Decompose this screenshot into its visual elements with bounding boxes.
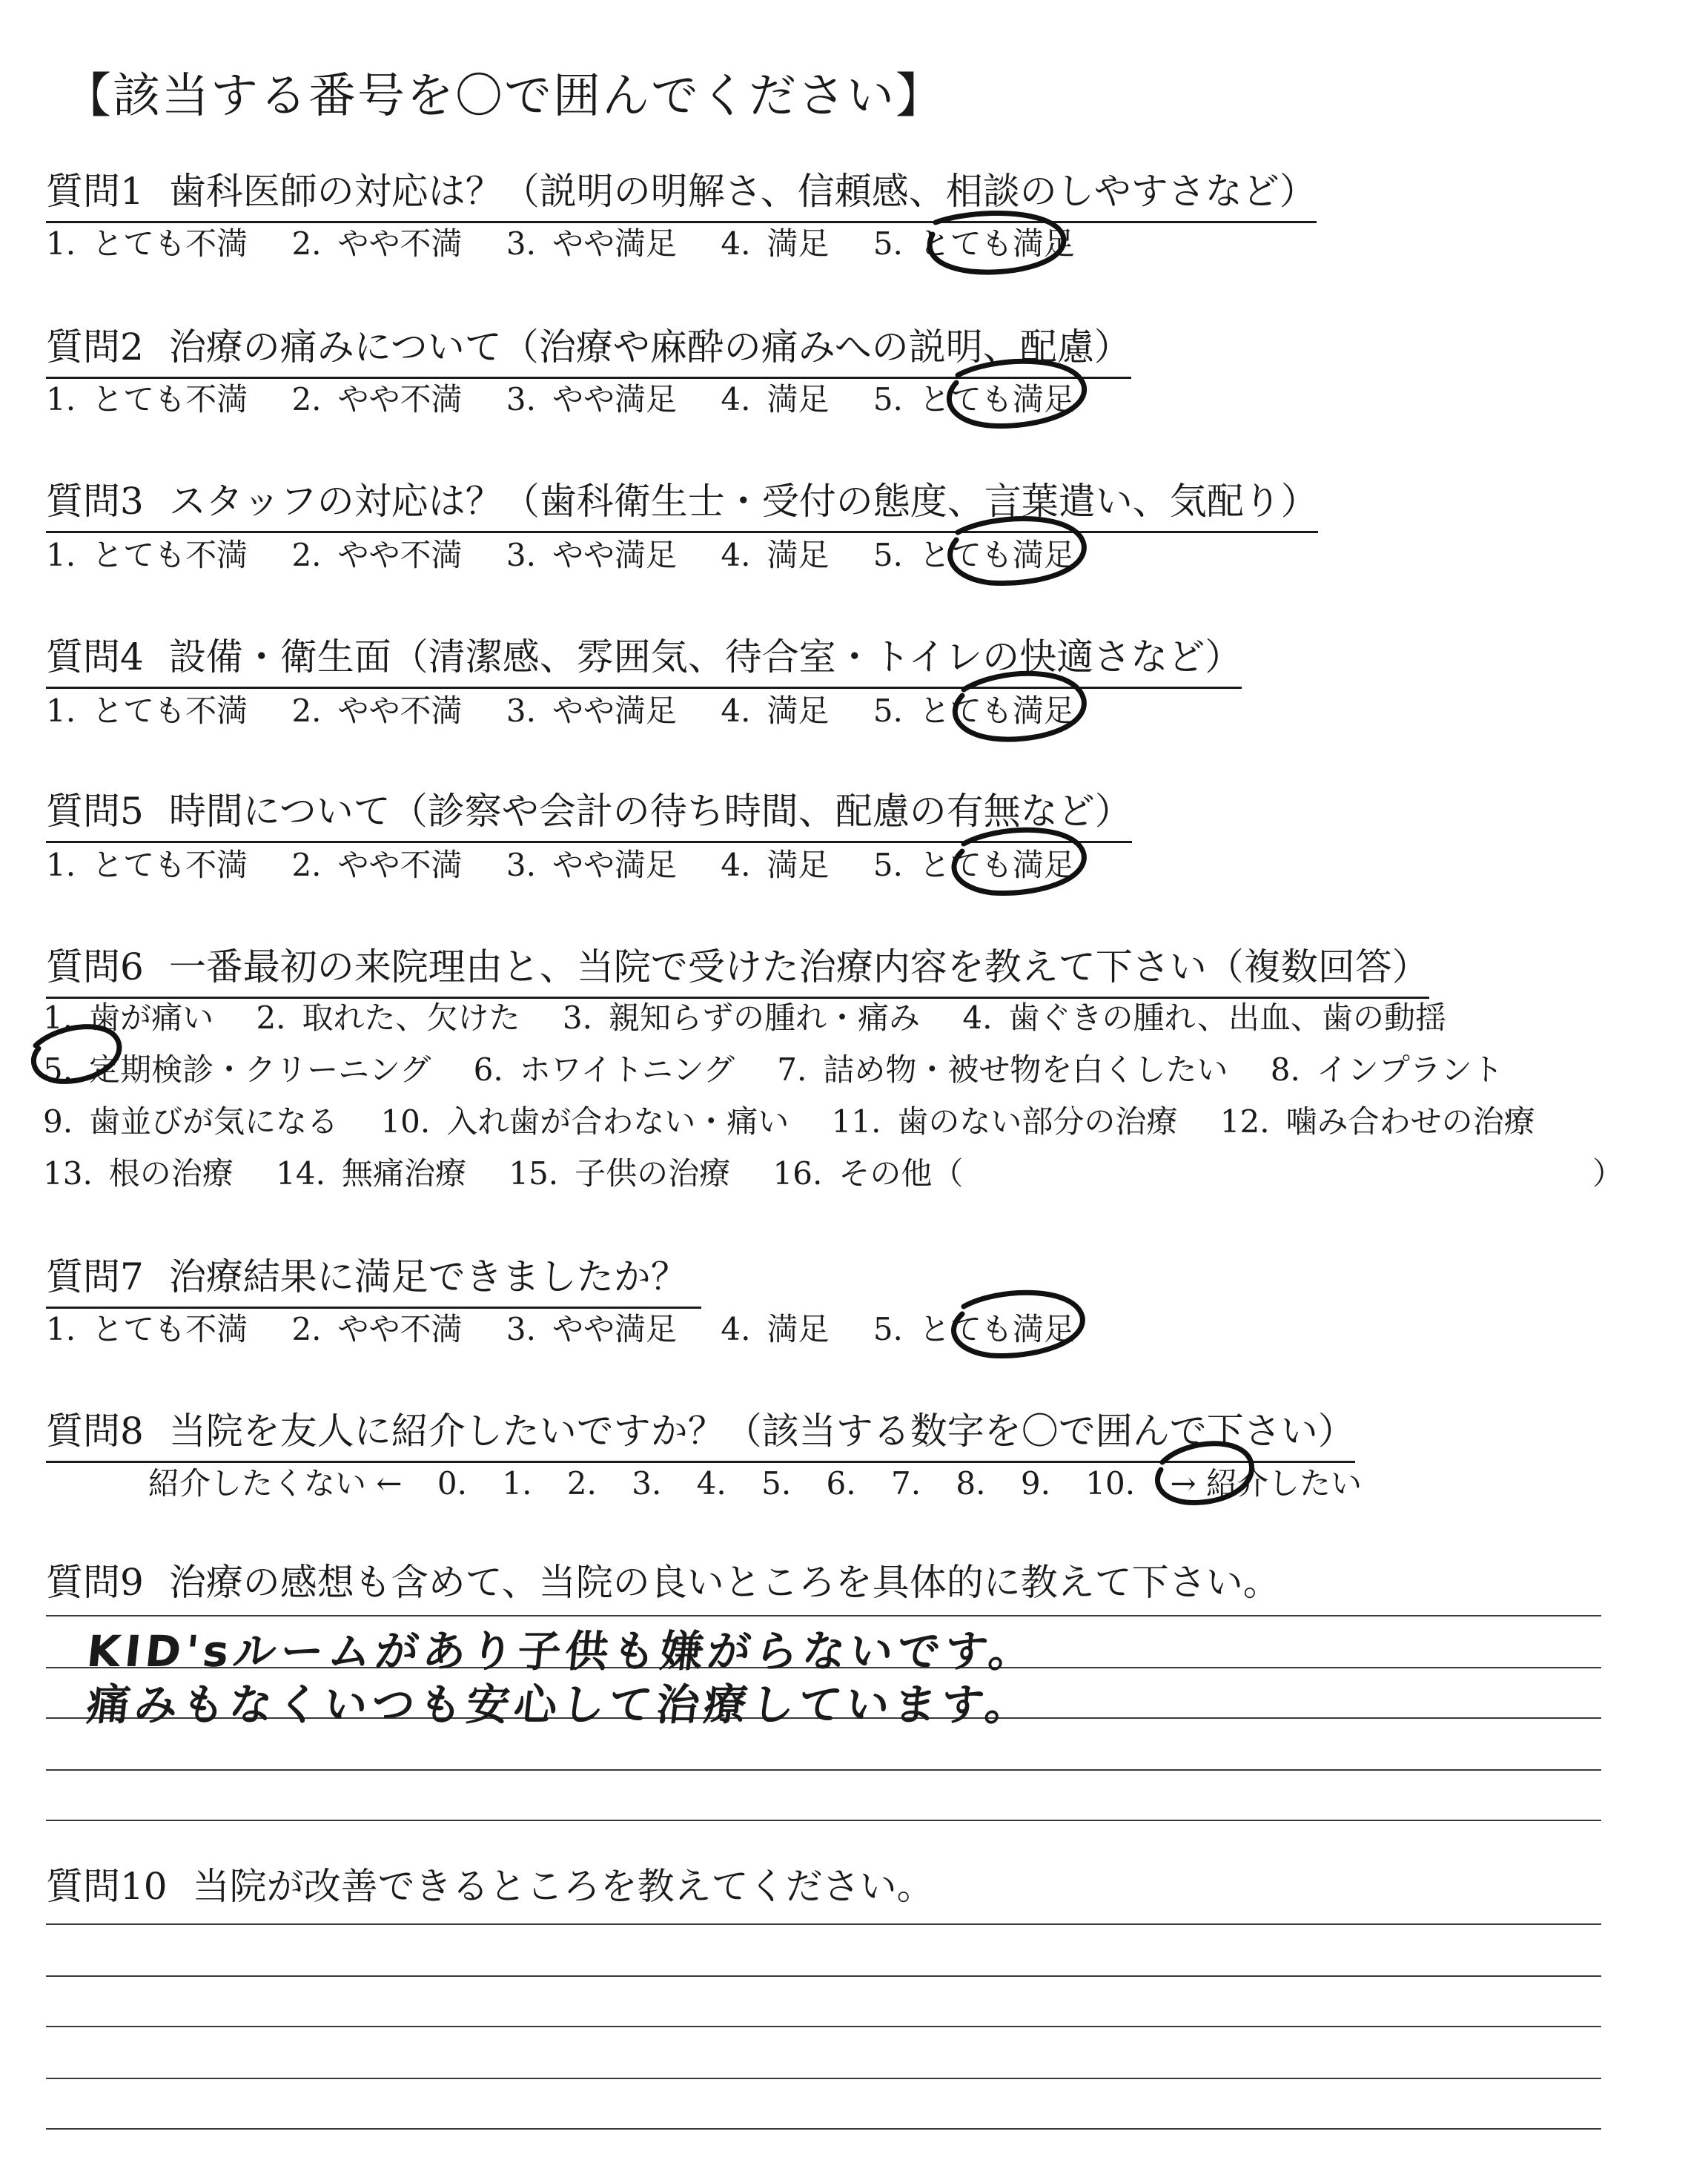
q6-option-4[interactable]: 4. 歯ぐきの腫れ、出血、歯の動揺 (962, 1000, 1446, 1036)
q9-answer-line-5 (46, 1820, 1601, 1821)
question-1-heading (46, 162, 1317, 223)
question-6 (46, 937, 1429, 999)
q6-option-6[interactable]: 6. ホワイトニング (473, 1051, 735, 1088)
q5-option-4[interactable]: 4. 満足 (721, 847, 830, 883)
q3-option-1[interactable]: 1. とても不満 (46, 537, 248, 573)
q10-answer-line-5 (46, 2128, 1601, 2130)
q1-option-5[interactable]: 5. とても満足 (873, 225, 1075, 262)
q1-option-3[interactable]: 3. やや満足 (506, 225, 677, 262)
q6-option-5[interactable]: 5. 定期検診・クリーニング (43, 1051, 431, 1088)
q8-option-0[interactable]: 0. (437, 1465, 467, 1502)
question-7 (46, 1247, 701, 1309)
question-3-number: 質問3 (46, 480, 144, 523)
question-4-options (46, 687, 1109, 731)
question-5 (46, 782, 1132, 843)
q7-option-4[interactable]: 4. 満足 (721, 1311, 830, 1347)
q8-option-9[interactable]: 9. (1020, 1465, 1050, 1502)
q6-option-14[interactable]: 14. 無痛治療 (276, 1155, 466, 1192)
q4-option-4[interactable]: 4. 満足 (721, 693, 830, 729)
question-9-text: 治療の感想も含めて、当院の良いところを具体的に教えて下さい。 (168, 1561, 1280, 1604)
question-2 (46, 317, 1131, 379)
q4-option-5[interactable]: 5. とても満足 (873, 693, 1075, 729)
question-10-number: 質問10 (46, 1865, 168, 1908)
q8-option-6[interactable]: 6. (826, 1465, 856, 1502)
q6-option-8[interactable]: 8. インプラント (1270, 1051, 1503, 1088)
question-5-number: 質問5 (46, 790, 144, 833)
q6-row-3 (43, 1097, 1568, 1142)
q2-option-5[interactable]: 5. とても満足 (873, 381, 1075, 417)
question-6-heading (46, 937, 1429, 999)
q6-other-close-paren: ） (1592, 1155, 1624, 1192)
q2-option-4[interactable]: 4. 満足 (721, 381, 830, 417)
question-3-options (46, 531, 1109, 575)
q3-option-5[interactable]: 5. とても満足 (873, 537, 1075, 573)
q10-answer-line-3 (46, 2026, 1601, 2027)
question-9-number: 質問9 (46, 1561, 144, 1604)
question-2-text: 治療の痛みについて（治療や麻酔の痛みへの説明、配慮） (168, 326, 1131, 369)
q9-handwritten-answer-1: KID'sルームがあり子供も嫌がらないです。 (84, 1626, 1039, 1677)
question-1-options (46, 219, 1109, 264)
question-4-number: 質問4 (46, 635, 144, 678)
question-7-options (46, 1305, 1109, 1350)
q1-option-1[interactable]: 1. とても不満 (46, 225, 248, 262)
question-3 (46, 472, 1318, 533)
question-6-text: 一番最初の来院理由と、当院で受けた治療内容を教えて下さい（複数回答） (168, 945, 1429, 988)
q4-option-3[interactable]: 3. やや満足 (506, 693, 677, 729)
q4-option-2[interactable]: 2. やや不満 (291, 693, 463, 729)
q6-option-16[interactable]: 16. その他（ (772, 1155, 964, 1192)
q4-option-1[interactable]: 1. とても不満 (46, 693, 248, 729)
q8-low-label: 紹介したくない ← (148, 1465, 403, 1502)
page-title: 【該当する番号を〇で囲んでください】 (64, 69, 944, 124)
question-10-text: 当院が改善できるところを教えてください。 (192, 1865, 934, 1908)
question-2-heading (46, 317, 1131, 379)
q6-option-3[interactable]: 3. 親知らずの腫れ・痛み (562, 1000, 920, 1036)
q3-option-4[interactable]: 4. 満足 (721, 537, 830, 573)
q6-option-2[interactable]: 2. 取れた、欠けた (256, 1000, 520, 1036)
question-8 (46, 1401, 1355, 1463)
q9-answer-line-4 (46, 1769, 1601, 1771)
question-4-text: 設備・衛生面（清潔感、雰囲気、待合室・トイレの快適さなど） (168, 635, 1242, 678)
q6-option-7[interactable]: 7. 詰め物・被せ物を白くしたい (777, 1051, 1228, 1088)
q8-option-4[interactable]: 4. (696, 1465, 726, 1502)
q6-option-12[interactable]: 12. 噛み合わせの治療 (1219, 1103, 1535, 1140)
q8-option-2[interactable]: 2. (566, 1465, 597, 1502)
q5-option-5[interactable]: 5. とても満足 (873, 847, 1075, 883)
question-1-text: 歯科医師の対応は？（説明の明解さ、信頼感、相談のしやすさなど） (168, 170, 1317, 213)
q3-option-2[interactable]: 2. やや不満 (291, 537, 463, 573)
question-8-text: 当院を友人に紹介したいですか？（該当する数字を〇で囲んで下さい） (168, 1410, 1355, 1453)
q8-option-1[interactable]: 1. (502, 1465, 532, 1502)
q6-option-9[interactable]: 9. 歯並びが気になる (43, 1103, 339, 1140)
q7-option-2[interactable]: 2. やや不満 (291, 1311, 463, 1347)
q8-option-5[interactable]: 5. (761, 1465, 792, 1502)
q3-option-3[interactable]: 3. やや満足 (506, 537, 677, 573)
q6-option-10[interactable]: 10. 入れ歯が合わない・痛い (380, 1103, 790, 1140)
question-5-heading (46, 782, 1132, 843)
question-7-number: 質問7 (46, 1255, 144, 1298)
q5-option-2[interactable]: 2. やや不満 (291, 847, 463, 883)
question-4 (46, 627, 1242, 689)
q9-handwritten-answer-2: 痛みもなくいつも安心して治療しています。 (84, 1680, 1036, 1730)
q8-option-8[interactable]: 8. (956, 1465, 986, 1502)
q2-option-2[interactable]: 2. やや不満 (291, 381, 463, 417)
q6-row-1 (43, 994, 1479, 1038)
question-2-number: 質問2 (46, 326, 144, 369)
question-5-options (46, 841, 1109, 885)
question-10 (46, 1857, 934, 1910)
q6-row-2 (43, 1046, 1536, 1090)
question-9 (46, 1553, 1280, 1606)
question-5-text: 時間について（診察や会計の待ち時間、配慮の有無など） (168, 790, 1132, 833)
question-7-heading (46, 1247, 701, 1309)
q6-option-11[interactable]: 11. 歯のない部分の治療 (831, 1103, 1178, 1140)
q5-option-1[interactable]: 1. とても不満 (46, 847, 248, 883)
question-3-heading (46, 472, 1318, 533)
question-8-number: 質問8 (46, 1410, 144, 1453)
q8-option-7[interactable]: 7. (890, 1465, 921, 1502)
question-8-heading (46, 1401, 1355, 1463)
question-4-heading (46, 627, 1242, 689)
question-8-scale (148, 1459, 1387, 1504)
q1-option-2[interactable]: 2. やや不満 (291, 225, 463, 262)
q6-option-1[interactable]: 1. 歯が痛い (43, 1000, 214, 1036)
question-1-number: 質問1 (46, 170, 144, 213)
q6-row-4 (43, 1149, 996, 1194)
q6-option-13[interactable]: 13. 根の治療 (43, 1155, 234, 1192)
q7-option-5[interactable]: 5. とても満足 (873, 1311, 1075, 1347)
question-3-text: スタッフの対応は？（歯科衛生士・受付の態度、言葉遣い、気配り） (168, 480, 1318, 523)
q2-option-1[interactable]: 1. とても不満 (46, 381, 248, 417)
question-2-options (46, 375, 1109, 420)
q10-answer-line-2 (46, 1975, 1601, 1977)
q8-option-10[interactable]: 10. (1085, 1465, 1136, 1502)
q8-high-label: → 紹介したい (1170, 1465, 1362, 1502)
q1-option-4[interactable]: 4. 満足 (721, 225, 830, 262)
question-6-number: 質問6 (46, 945, 144, 988)
q10-answer-line-1 (46, 1923, 1601, 1925)
question-7-text: 治療結果に満足できましたか？ (168, 1255, 688, 1298)
q8-option-3[interactable]: 3. (632, 1465, 662, 1502)
q2-option-3[interactable]: 3. やや満足 (506, 381, 677, 417)
q5-option-3[interactable]: 3. やや満足 (506, 847, 677, 883)
question-1 (46, 162, 1317, 223)
q7-option-1[interactable]: 1. とても不満 (46, 1311, 248, 1347)
q7-option-3[interactable]: 3. やや満足 (506, 1311, 677, 1347)
q10-answer-line-4 (46, 2078, 1601, 2079)
q6-option-15[interactable]: 15. 子供の治療 (509, 1155, 731, 1192)
